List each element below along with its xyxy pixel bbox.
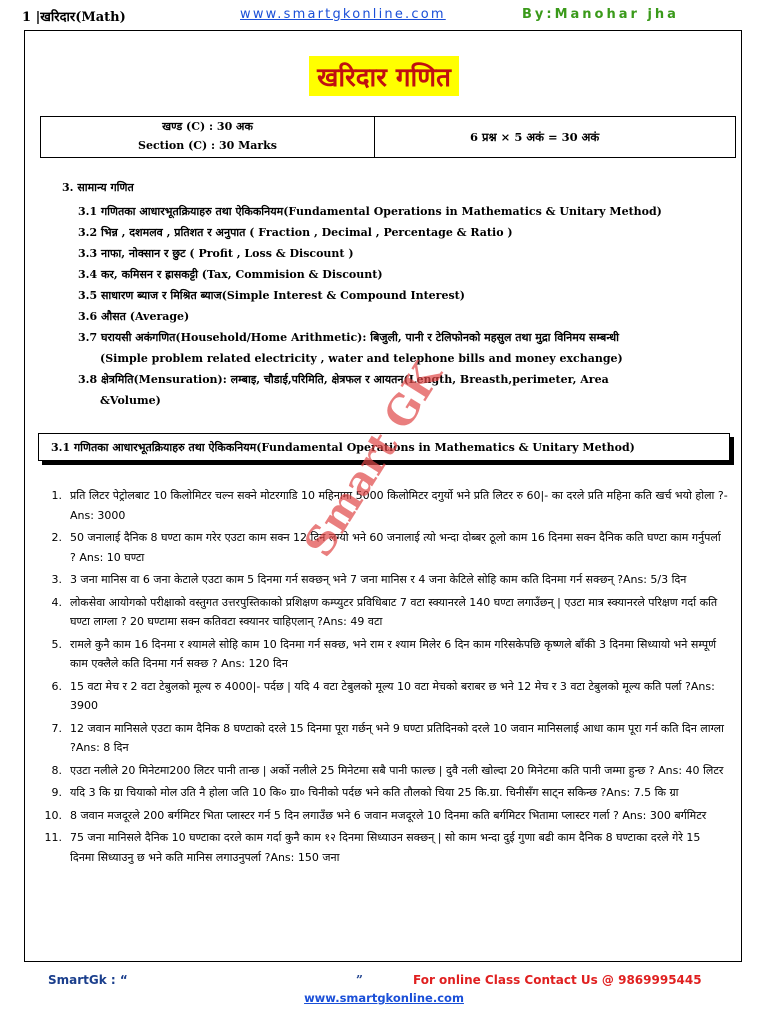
- syllabus-item-continuation: &Volume): [100, 394, 161, 407]
- page-header: [0, 0, 768, 30]
- question-item: [40, 528, 728, 567]
- syllabus-item: 3.4 कर, कमिसन र ह्रासकट्टी (Tax, Commision & Discount): [78, 268, 383, 281]
- question-text: रामले कुनै काम 16 दिनमा र श्यामले सोहि काम 10 दिनमा गर्न सक्छ, भने राम र श्याम मिलेर 6 दिन काम गरिसकेपछि कृष्णले बाँकी 3 दिनमा सिध्यायो भने सम्पूर्ण काम एक्लैले कति दिनमा गर्न सक्छ ? Ans: 120 दिन: [70, 637, 717, 670]
- question-number: 6.: [51, 679, 62, 693]
- syllabus-heading: 3. सामान्य गणित: [62, 181, 134, 194]
- question-item: [40, 761, 728, 781]
- question-item: [40, 719, 728, 758]
- section-line-english: Section (C) : 30 Marks: [138, 139, 277, 152]
- question-number: 7.: [51, 721, 62, 735]
- question-text: 12 जवान मानिसले एउटा काम दैनिक 8 घण्टाको दरले 15 दिनमा पूरा गर्छन् भने 9 घण्टा प्रतिदिनको दरले 10 जवान मानिसलाई आधा काम पूरा गर्न कति दिन लाग्ला ?Ans: 8 दिन: [70, 721, 724, 754]
- title-wrapper: [0, 56, 768, 96]
- question-number: 1.: [51, 489, 62, 502]
- page-title: खरिदार गणित: [309, 56, 459, 96]
- question-item: [40, 828, 728, 867]
- question-item: [40, 677, 728, 716]
- section-line-nepali: खण्ड (C) : 30 अक: [162, 120, 253, 133]
- section-heading-box: 3.1 गणितका आधारभूतक्रियाहरु तथा ऐकिकनियम(Fundamental Operations in Mathematics & Unitary Method): [38, 433, 730, 461]
- question-number: 2.: [51, 531, 62, 544]
- question-list: [40, 486, 728, 870]
- syllabus-item: 3.7 घरायसी अकंगणित(Household/Home Arithmetic): बिजुली, पानी र टेलिफोनको महसुल तथा मुद्रा विनिमय सम्बन्धी: [78, 331, 620, 344]
- author-byline: By:Manohar jha: [522, 7, 679, 22]
- question-text: यदि 3 कि ग्रा चियाको मोल उति नै होला जति 10 कि० ग्रा० चिनीको पर्दछ भने कति तौलको चिया 25 कि.ग्रा. चिनीसँग साट्न सकिन्छ ?Ans: 7.5 कि ग्रा: [70, 786, 679, 799]
- marks-scheme-cell: 6 प्रश्न × 5 अकं = 30 अकं: [470, 130, 600, 144]
- question-number: 5.: [51, 637, 62, 651]
- question-number: 11.: [44, 831, 62, 844]
- section-info-cell: [41, 117, 375, 157]
- question-text: एउटा नलीले 20 मिनेटमा200 लिटर पानी तान्छ | अर्को नलीले 25 मिनेटमा सबै पानी फाल्छ | दुवै नली खोल्दा 20 मिनेटमा कति पानी जम्मा हुन्छ ? Ans: 40 लिटर: [70, 763, 724, 777]
- question-item: [40, 486, 728, 525]
- footer-contact: For online Class Contact Us @ 9869995445: [413, 973, 702, 987]
- question-number: 9.: [51, 786, 62, 799]
- page-label: 1 |खरिदार(Math): [22, 10, 126, 25]
- question-number: 8.: [51, 763, 62, 777]
- question-text: प्रति लिटर पेट्रोलबाट 10 किलोमिटर चल्न सक्ने मोटरगाडि 10 महिनामा 5000 किलोमिटर दगुर्यो भने प्रति लिटर रु 60|- का दरले प्रति महिना कति खर्च भयो होला ?- Ans: 3000: [70, 489, 728, 522]
- syllabus-item: 3.1 गणितका आधारभूतक्रियाहरु तथा ऐकिकनियम(Fundamental Operations in Mathematics & Unitary Method): [78, 205, 662, 218]
- question-item: [40, 783, 728, 803]
- header-site-link[interactable]: www.smartgkonline.com: [240, 7, 446, 22]
- question-number: 3.: [51, 573, 62, 586]
- syllabus-item: 3.5 साधारण ब्याज र मिश्रित ब्याज(Simple Interest & Compound Interest): [78, 289, 465, 302]
- question-number: 4.: [51, 595, 62, 609]
- watermark-text: Smart GK: [295, 353, 452, 565]
- syllabus-item-continuation: (Simple problem related electricity , water and telephone bills and money exchange): [100, 352, 623, 365]
- syllabus-list: [62, 180, 662, 411]
- question-item: [40, 570, 728, 590]
- syllabus-item: 3.6 औसत (Average): [78, 310, 190, 323]
- question-text: 75 जना मानिसले दैनिक 10 घण्टाका दरले काम गर्दा कुनै काम १२ दिनमा सिध्याउन सक्छन् | सो काम भन्दा दुई गुणा बढी काम दैनिक 8 घण्टाका दरले गेरे 15 दिनमा सिध्याउनु छ भने कति मानिस लगाउनुपर्ला ?Ans: 150 जना: [70, 831, 701, 864]
- syllabus-item: 3.2 भिन्न , दशमलव , प्रतिशत र अनुपात ( Fraction , Decimal , Percentage & Ratio ): [78, 226, 513, 239]
- footer-site-link[interactable]: www.smartgkonline.com: [304, 991, 464, 1005]
- question-item: [40, 593, 728, 632]
- question-item: [40, 635, 728, 674]
- syllabus-item: 3.3 नाफा, नोक्सान र छुट ( Profit , Loss & Discount ): [78, 247, 354, 260]
- footer-brand: SmartGk : “: [48, 973, 128, 987]
- question-text: लोकसेवा आयोगको परीक्षाको वस्तुगत उत्तरपुस्तिकाको प्रशिक्षण कम्प्युटर प्रविधिबाट 7 वटा स्क्यानरले 140 घण्टा लगाउँछन् | एउटा मात्र स्क्यानरले परिक्षण गर्दा कति घण्टा लाग्ला ? 20 घण्टामा सक्न कतिवटा स्क्यानर चाहिएलान् ?Ans: 49 वटा: [70, 595, 718, 628]
- syllabus-item: 3.8 क्षेत्रमिति(Mensuration): लम्बाइ, चौडाई,परिमिति, क्षेत्रफल र आयतन(Length, Breasth,perimeter, Area: [78, 373, 609, 386]
- footer-quote-close: ”: [356, 973, 363, 987]
- question-text: 3 जना मानिस वा 6 जना केटाले एउटा काम 5 दिनमा गर्न सक्छन् भने 7 जना मानिस र 4 जना केटिले सोहि काम कति दिनमा गर्न सक्छन् ?Ans: 5/3 दिन: [70, 573, 687, 586]
- question-text: 15 वटा मेच र 2 वटा टेबुलको मूल्य रु 4000|- पर्दछ | यदि 4 वटा टेबुलको मूल्य 10 वटा मेचको बराबर छ भने 12 मेच र 3 वटा टेबुलको मूल्य कति पर्ला ?Ans: 3900: [70, 679, 715, 712]
- question-text: 50 जनालाई दैनिक 8 घण्टा काम गरेर एउटा काम सक्न 12 दिन लग्यो भने 60 जनालाई त्यो भन्दा दोब्बर ठूलो काम 16 दिनमा सक्न दैनिक कति घण्टा काम गर्नुपर्ला ? Ans: 10 घण्टा: [70, 531, 721, 564]
- question-number: 10.: [44, 808, 62, 822]
- section-marks-table: [40, 116, 736, 158]
- question-text: 8 जवान मजदूरले 200 बर्गमिटर भिता प्लास्टर गर्न 5 दिन लगाउँछ भने 6 जवान मजदूरले 10 दिनमा कति बर्गमिटर भितामा प्लास्टर गर्ला ? Ans: 300 बर्गमिटर: [70, 808, 707, 822]
- question-item: [40, 806, 728, 826]
